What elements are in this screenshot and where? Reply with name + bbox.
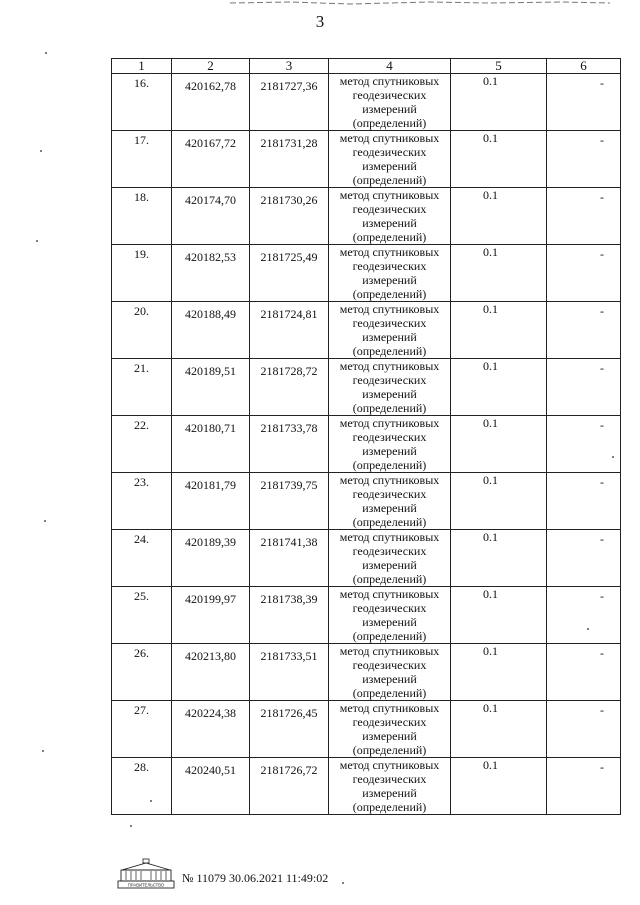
column-header: 5 [451,59,547,74]
accuracy-value: 0.1 [451,416,547,473]
row-number: 23. [112,473,172,530]
table-row [112,473,621,530]
note-cell: - [547,188,621,245]
note-cell: - [547,74,621,131]
note-cell: - [547,302,621,359]
row-number: 25. [112,587,172,644]
coordinate-y: 2181741,38 [250,530,329,587]
accuracy-value: 0.1 [451,644,547,701]
row-number: 22. [112,416,172,473]
row-number: 19. [112,245,172,302]
accuracy-value: 0.1 [451,188,547,245]
accuracy-value: 0.1 [451,473,547,530]
accuracy-value: 0.1 [451,587,547,644]
coordinate-y: 2181733,78 [250,416,329,473]
coordinate-x: 420162,78 [172,74,250,131]
row-number: 27. [112,701,172,758]
note-cell: - [547,701,621,758]
column-header: 4 [329,59,451,74]
row-number: 21. [112,359,172,416]
determination-method: метод спутниковых геодезических измерений (определений) [329,473,451,530]
determination-method: метод спутниковых геодезических измерений (определений) [329,131,451,188]
note-cell: - [547,131,621,188]
note-cell: - [547,530,621,587]
note-cell: - [547,758,621,815]
table-row [112,359,621,416]
determination-method: метод спутниковых геодезических измерений (определений) [329,758,451,815]
row-number: 26. [112,644,172,701]
scan-edge-smudge [230,0,610,7]
table-row [112,530,621,587]
coordinate-x: 420189,51 [172,359,250,416]
column-header: 3 [250,59,329,74]
coordinate-y: 2181725,49 [250,245,329,302]
coordinates-table [111,58,621,815]
coordinate-x: 420182,53 [172,245,250,302]
table-row [112,587,621,644]
column-header: 1 [112,59,172,74]
coordinate-y: 2181730,26 [250,188,329,245]
table-row [112,302,621,359]
column-header: 2 [172,59,250,74]
coordinate-x: 420199,97 [172,587,250,644]
table-header-row [112,59,621,74]
coordinate-x: 420188,49 [172,302,250,359]
coordinate-x: 420167,72 [172,131,250,188]
column-header: 6 [547,59,621,74]
document-id-stamp: № 11079 30.06.2021 11:49:02 [182,871,329,885]
table-row [112,74,621,131]
government-building-stamp-icon [116,858,176,890]
determination-method: метод спутниковых геодезических измерений (определений) [329,416,451,473]
table-row [112,644,621,701]
determination-method: метод спутниковых геодезических измерений (определений) [329,359,451,416]
coordinate-x: 420180,71 [172,416,250,473]
accuracy-value: 0.1 [451,74,547,131]
row-number: 24. [112,530,172,587]
table-row [112,701,621,758]
emblem-caption: ПРАВИТЕЛЬСТВО [127,882,165,888]
coordinate-y: 2181728,72 [250,359,329,416]
row-number: 28. [112,758,172,815]
accuracy-value: 0.1 [451,530,547,587]
determination-method: метод спутниковых геодезических измерений (определений) [329,530,451,587]
determination-method: метод спутниковых геодезических измерений (определений) [329,188,451,245]
coordinate-x: 420181,79 [172,473,250,530]
row-number: 16. [112,74,172,131]
table-row [112,188,621,245]
coordinate-y: 2181726,72 [250,758,329,815]
note-cell: - [547,587,621,644]
determination-method: метод спутниковых геодезических измерений (определений) [329,302,451,359]
coordinate-y: 2181727,36 [250,74,329,131]
row-number: 17. [112,131,172,188]
accuracy-value: 0.1 [451,302,547,359]
table-row [112,245,621,302]
row-number: 18. [112,188,172,245]
coordinate-x: 420213,80 [172,644,250,701]
accuracy-value: 0.1 [451,758,547,815]
coordinate-y: 2181738,39 [250,587,329,644]
note-cell: - [547,359,621,416]
coordinate-x: 420174,70 [172,188,250,245]
coordinate-y: 2181739,75 [250,473,329,530]
determination-method: метод спутниковых геодезических измерений (определений) [329,245,451,302]
coordinate-y: 2181724,81 [250,302,329,359]
coordinate-y: 2181731,28 [250,131,329,188]
note-cell: - [547,473,621,530]
table-row [112,131,621,188]
accuracy-value: 0.1 [451,245,547,302]
coordinate-y: 2181726,45 [250,701,329,758]
table-row [112,758,621,815]
determination-method: метод спутниковых геодезических измерений (определений) [329,74,451,131]
accuracy-value: 0.1 [451,131,547,188]
determination-method: метод спутниковых геодезических измерений (определений) [329,701,451,758]
note-cell: - [547,416,621,473]
coordinate-x: 420240,51 [172,758,250,815]
coordinate-y: 2181733,51 [250,644,329,701]
determination-method: метод спутниковых геодезических измерений (определений) [329,644,451,701]
coordinate-x: 420189,39 [172,530,250,587]
note-cell: - [547,644,621,701]
accuracy-value: 0.1 [451,701,547,758]
note-cell: - [547,245,621,302]
determination-method: метод спутниковых геодезических измерений (определений) [329,587,451,644]
row-number: 20. [112,302,172,359]
coordinate-x: 420224,38 [172,701,250,758]
page-number: 3 [315,12,325,31]
table-row [112,416,621,473]
accuracy-value: 0.1 [451,359,547,416]
